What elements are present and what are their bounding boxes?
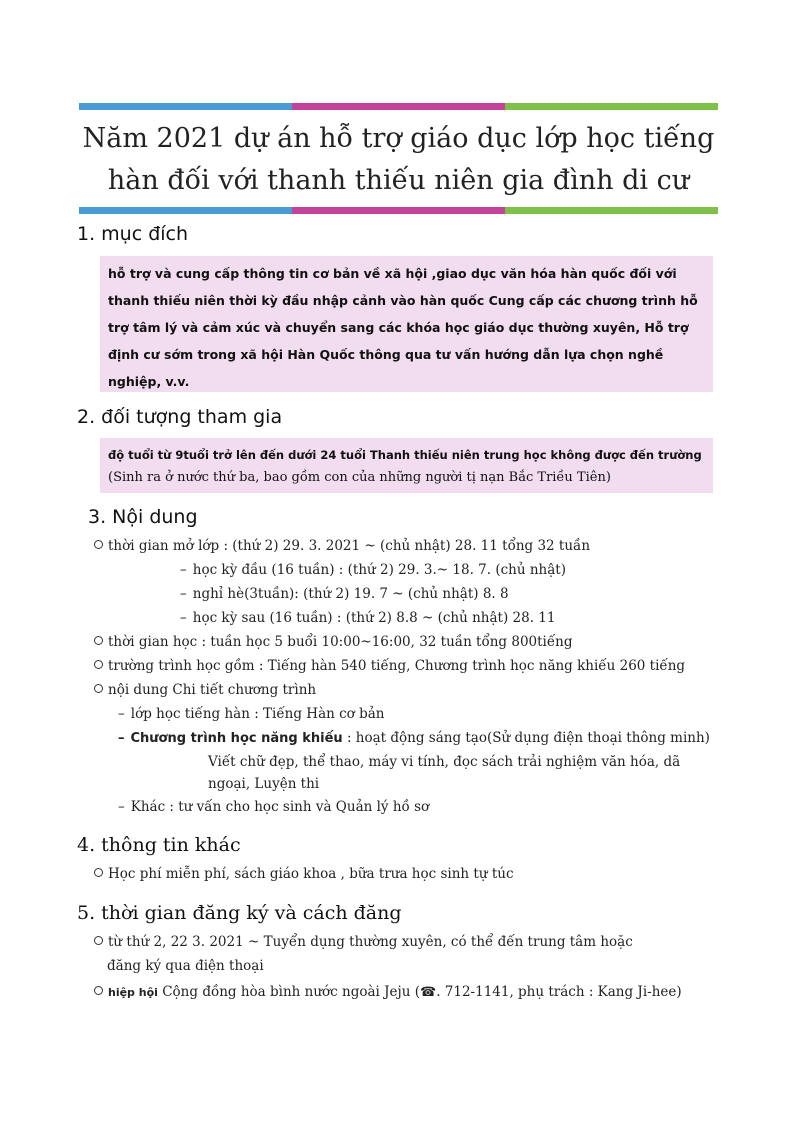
purpose-line: định cư sớm trong xã hội Hàn Quốc thông qua tư vấn hướng dẫn lựa chọn nghề bbox=[108, 347, 664, 362]
page-title bbox=[79, 118, 718, 202]
list-item: thời gian mở lớp : (thứ 2) 29. 3. 2021 ~ (chủ nhật) 28. 11 tổng 32 tuần bbox=[94, 534, 590, 558]
list-item: trường trình học gồm : Tiếng hàn 540 tiếng, Chương trình học năng khiếu 260 tiếng bbox=[94, 654, 685, 678]
list-item-continuation: đăng ký qua điện thoại bbox=[107, 958, 264, 974]
circle-bullet-icon bbox=[94, 540, 103, 549]
list-item: hiệp hội Cộng đồng hòa bình nước ngoài Jeju (☎. 712-1141, phụ trách : Kang Ji-hee) bbox=[94, 980, 682, 1005]
list-item-continuation: ngoại, Luyện thi bbox=[208, 776, 320, 792]
section-1-heading: 1. mục đích bbox=[77, 223, 189, 245]
circle-bullet-icon bbox=[94, 868, 103, 877]
participants-note: (Sinh ra ở nước thứ ba, bao gồm con của những người tị nạn Bắc Triều Tiên) bbox=[108, 470, 611, 485]
purpose-line: trợ tâm lý và cảm xúc và chuyển sang các khóa học giáo dục thường xuyên, Hỗ trợ bbox=[108, 320, 689, 335]
association-label: hiệp hội bbox=[108, 986, 158, 999]
list-item: Học phí miễn phí, sách giáo khoa , bữa trưa học sinh tự túc bbox=[94, 862, 514, 886]
list-item-continuation: Viết chữ đẹp, thể thao, máy vi tính, đọc sách trải nghiệm văn hóa, dã bbox=[208, 754, 681, 770]
participants-age: độ tuổi từ 9tuổi trở lên đến dưới 24 tuổi Thanh thiếu niên trung học không được đến trường bbox=[108, 448, 702, 462]
circle-bullet-icon bbox=[94, 636, 103, 645]
list-item: thời gian học : tuần học 5 buổi 10:00~16:00, 32 tuần tổng 800tiếng bbox=[94, 630, 573, 654]
list-item: – nghỉ hè(3tuần): (thứ 2) 19. 7 ~ (chủ nhật) 8. 8 bbox=[180, 586, 509, 602]
circle-bullet-icon bbox=[94, 660, 103, 669]
title-line-2: hàn đối với thanh thiếu niên gia đình di cư bbox=[107, 165, 690, 196]
list-item: – học kỳ đầu (16 tuần) : (thứ 2) 29. 3.~ 18. 7. (chủ nhật) bbox=[180, 562, 566, 578]
section-3-heading: 3. Nội dung bbox=[88, 506, 198, 528]
list-item: – Khác : tư vấn cho học sinh và Quản lý hồ sơ bbox=[118, 799, 430, 815]
section-2-heading: 2. đối tượng tham gia bbox=[77, 406, 283, 428]
top-color-bar bbox=[79, 103, 718, 110]
participants-box bbox=[100, 438, 713, 493]
circle-bullet-icon bbox=[94, 936, 103, 945]
purpose-box bbox=[100, 256, 713, 392]
list-item: – Chương trình học năng khiếu : hoạt động sáng tạo(Sử dụng điện thoại thông minh) bbox=[118, 730, 710, 746]
list-item: – lớp học tiếng hàn : Tiếng Hàn cơ bản bbox=[118, 706, 385, 722]
list-item: – học kỳ sau (16 tuần) : (thứ 2) 8.8 ~ (chủ nhật) 28. 11 bbox=[180, 610, 556, 626]
purpose-line: nghiệp, v.v. bbox=[108, 374, 190, 389]
circle-bullet-icon bbox=[94, 684, 103, 693]
talent-label: Chương trình học năng khiếu bbox=[130, 731, 343, 746]
purpose-line: thanh thiếu niên thời kỳ đầu nhập cảnh vào hàn quốc Cung cấp các chương trình hỗ bbox=[108, 293, 698, 308]
phone-icon: ☎ bbox=[419, 985, 437, 1000]
purpose-line: hỗ trợ và cung cấp thông tin cơ bản về xã hội ,giao dục văn hóa hàn quốc đối với bbox=[108, 266, 677, 281]
circle-bullet-icon bbox=[94, 986, 103, 995]
section-4-heading: 4. thông tin khác bbox=[77, 834, 241, 856]
list-item: nội dung Chi tiết chương trình bbox=[94, 678, 316, 702]
title-line-1: Năm 2021 dự án hỗ trợ giáo dục lớp học tiếng bbox=[82, 123, 715, 154]
bottom-color-bar bbox=[79, 207, 718, 214]
list-item: từ thứ 2, 22 3. 2021 ~ Tuyển dụng thường xuyên, có thể đến trung tâm hoặc bbox=[94, 930, 633, 954]
section-5-heading: 5. thời gian đăng ký và cách đăng bbox=[77, 902, 402, 924]
